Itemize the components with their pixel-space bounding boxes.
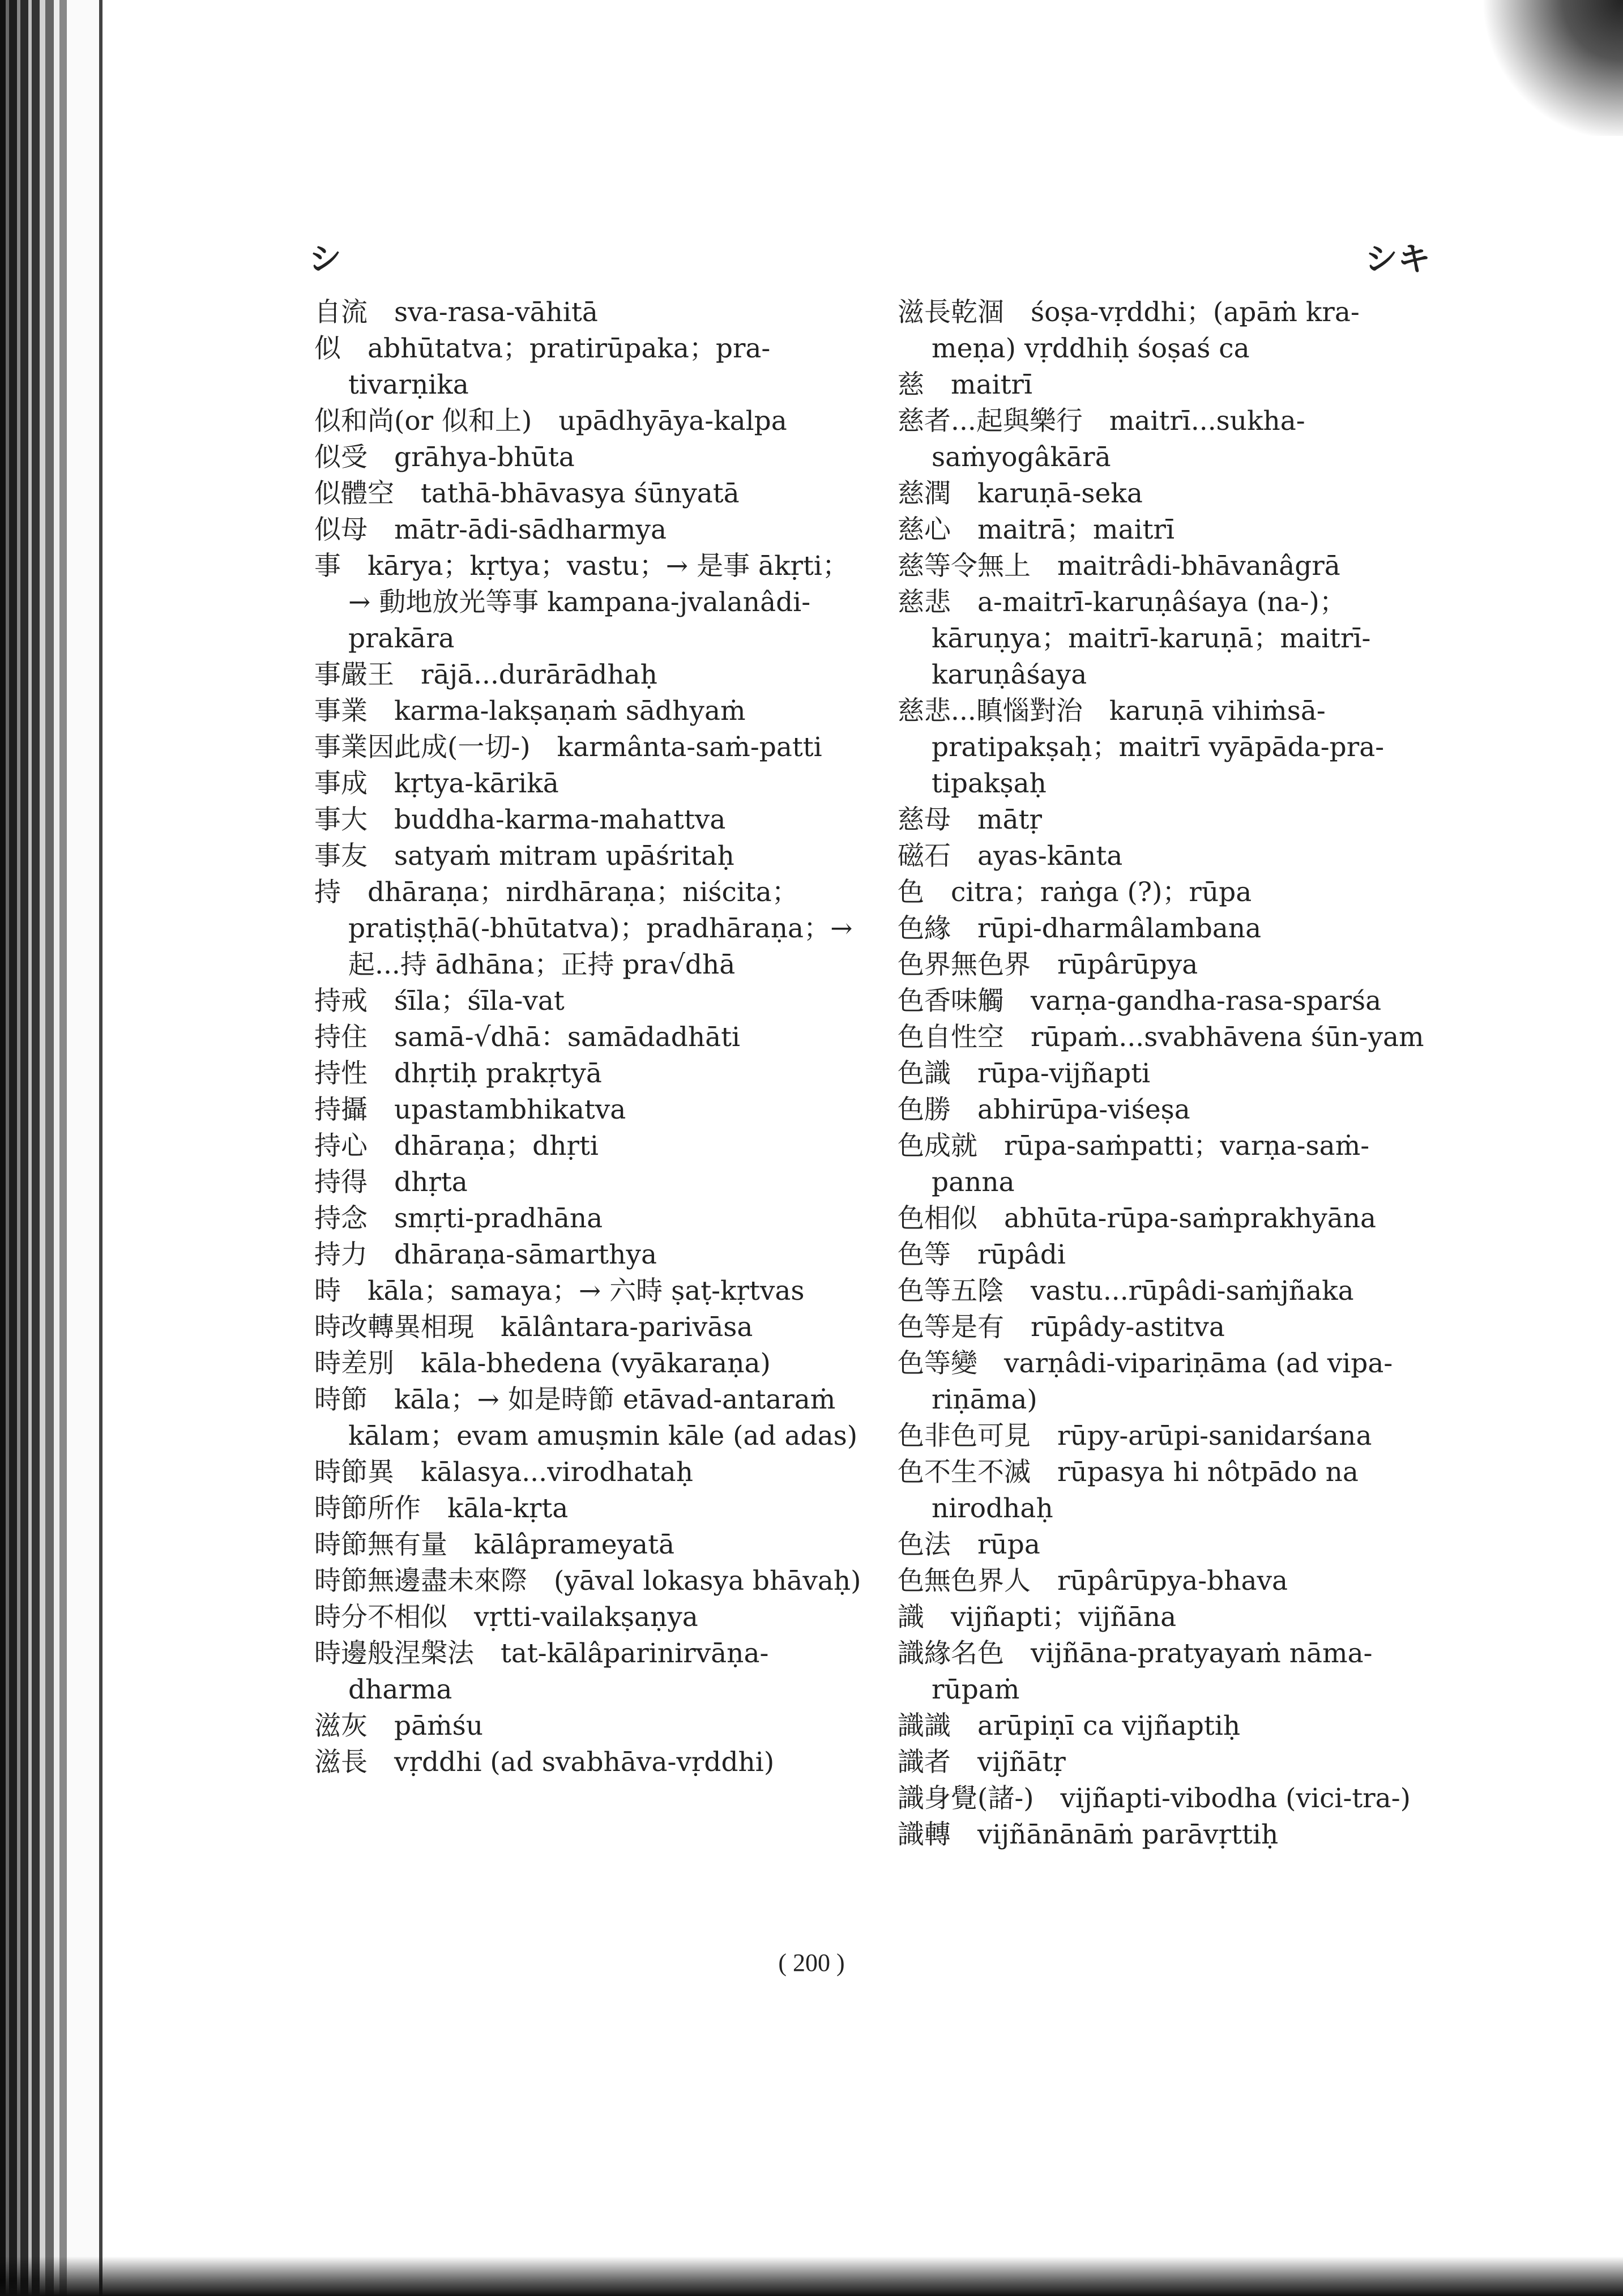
dictionary-entry: 色界無色界 rūpârūpya xyxy=(898,949,1198,980)
dictionary-entry: 持念 smṛti-pradhāna xyxy=(314,1203,603,1234)
running-head-right: シキ xyxy=(1364,240,1430,278)
dictionary-entry: 持力 dhāraṇa-sāmarthya xyxy=(314,1239,657,1270)
dictionary-entry: 慈悲...瞋惱對治 karuṇā vihiṁsā-pratipakṣaḥ；maitrī vyāpāda-pra-tipakṣaḥ xyxy=(898,695,1385,799)
dictionary-entry: 時差別 kāla-bhedena (vyākaraṇa) xyxy=(314,1348,771,1379)
dictionary-entry: 色成就 rūpa-saṁpatti；varṇa-saṁ-panna xyxy=(898,1130,1370,1198)
dictionary-entry: 色等是有 rūpâdy-astitva xyxy=(898,1312,1225,1343)
dictionary-entry: 磁石 ayas-kānta xyxy=(898,840,1123,872)
dictionary-entry: 似體空 tathā-bhāvasya śūnyatā xyxy=(314,478,740,509)
dictionary-entry: 事嚴王 rājā...durārādhaḥ xyxy=(314,659,657,690)
dictionary-entry: 持得 dhṛta xyxy=(314,1167,468,1198)
dictionary-entry: 色 citra；raṅga (?)；rūpa xyxy=(898,877,1252,908)
scan-corner-shadow xyxy=(1476,0,1623,136)
dictionary-entry: 持 dhāraṇa；nirdhāraṇa；niścita；pratiṣṭhā(-bhūtatva)；pradhāraṇa；→ 起...持 ādhāna；正持 pra√dhā xyxy=(314,877,861,980)
dictionary-entry: 自流 sva-rasa-vāhitā xyxy=(314,297,598,328)
dictionary-entry: 色等變 varṇâdi-vipariṇāma (ad vipa-riṇāma) xyxy=(898,1348,1393,1415)
dictionary-entry: 似母 mātr-ādi-sādharmya xyxy=(314,514,667,545)
dictionary-entry: 事大 buddha-karma-mahattva xyxy=(314,804,726,835)
dictionary-entry: 似和尚(or 似和上) upādhyāya-kalpa xyxy=(314,406,787,437)
dictionary-entry: 時節異 kālasya...virodhataḥ xyxy=(314,1457,693,1488)
dictionary-entry: 滋長乾涸 śoṣa-vṛddhi；(apāṁ kra-meṇa) vṛddhiḥ śoṣaś ca xyxy=(898,297,1360,364)
dictionary-entry: 時節所作 kāla-kṛta xyxy=(314,1493,569,1524)
dictionary-entry: 時改轉異相現 kālântara-parivāsa xyxy=(314,1312,753,1343)
dictionary-entry: 色無色界人 rūpârūpya-bhava xyxy=(898,1565,1288,1597)
dictionary-entry: 持戒 śīla；śīla-vat xyxy=(314,985,565,1017)
dictionary-entry: 事友 satyaṁ mitram upāśritaḥ xyxy=(314,840,734,872)
dictionary-entry: 時節 kāla；→ 如是時節 etāvad-antaraṁ kālam；evam amuṣmin kāle (ad adas) xyxy=(314,1384,858,1452)
dictionary-entry: 色香味觸 varṇa-gandha-rasa-sparśa xyxy=(898,985,1382,1017)
dictionary-entry: 慈 maitrī xyxy=(898,369,1033,400)
dictionary-entry: 色緣 rūpi-dharmâlambana xyxy=(898,913,1262,944)
dictionary-entry: 事 kārya；kṛtya；vastu；→ 是事 ākṛti；→ 動地放光等事 kampana-jvalanâdi-prakāra xyxy=(314,550,849,654)
dictionary-entry: 識緣名色 vijñāna-pratyayaṁ nāma-rūpaṁ xyxy=(898,1638,1373,1705)
dictionary-entry: 色非色可見 rūpy-arūpi-sanidarśana xyxy=(898,1420,1372,1452)
dictionary-entry: 色不生不滅 rūpasya hi nôtpādo na nirodhaḥ xyxy=(898,1457,1367,1524)
dictionary-entry: 事成 kṛtya-kārikā xyxy=(314,768,559,799)
dictionary-entry: 事業 karma-lakṣaṇaṁ sādhyaṁ xyxy=(314,695,746,727)
dictionary-entry: 慈母 mātṛ xyxy=(898,804,1042,835)
dictionary-entry: 慈悲 a-maitrī-karuṇâśaya (na-)；kāruṇya；maitrī-karuṇā；maitrī-karuṇâśaya xyxy=(898,587,1371,690)
dictionary-entry: 時分不相似 vṛtti-vailakṣaṇya xyxy=(314,1602,698,1633)
dictionary-entry: 色相似 abhūta-rūpa-saṁprakhyāna xyxy=(898,1203,1377,1234)
dictionary-entry: 持攝 upastambhikatva xyxy=(314,1094,626,1125)
scan-bottom-shadow xyxy=(0,2256,1623,2296)
dictionary-entry: 時 kāla；samaya；→ 六時 ṣaṭ-kṛtvas xyxy=(314,1275,805,1307)
dictionary-entry: 色自性空 rūpaṁ...svabhāvena śūn-yam xyxy=(898,1022,1424,1053)
running-head-left: シ xyxy=(309,240,342,278)
dictionary-entry: 色識 rūpa-vijñapti xyxy=(898,1058,1151,1089)
dictionary-entry: 似 abhūtatva；pratirūpaka；pra-tivarṇika xyxy=(314,333,771,400)
dictionary-entry: 滋灰 pāṁśu xyxy=(314,1710,484,1742)
dictionary-entry: 識者 vijñātṛ xyxy=(898,1747,1066,1778)
dictionary-entry: 識轉 vijñānānāṁ parāvṛttiḥ xyxy=(898,1819,1279,1850)
dictionary-entry: 持住 samā-√dhā：samādadhāti xyxy=(314,1022,741,1053)
dictionary-entry: 似受 grāhya-bhūta xyxy=(314,442,575,473)
dictionary-entry: 時節無邊盡未來際 (yāval lokasya bhāvaḥ) xyxy=(314,1565,861,1597)
dictionary-entry: 識 vijñapti；vijñāna xyxy=(898,1602,1177,1633)
page-number: ( 200 ) xyxy=(778,1949,845,1977)
dictionary-entry: 慈心 maitrā；maitrī xyxy=(898,514,1175,545)
dictionary-entry: 持性 dhṛtiḥ prakṛtyā xyxy=(314,1058,602,1089)
dictionary-entry: 識身覺(諸-) vijñapti-vibodha (vici-tra-) xyxy=(898,1783,1411,1814)
dictionary-entry: 時節無有量 kālâprameyatā xyxy=(314,1529,674,1560)
dictionary-entry: 慈等令無上 maitrâdi-bhāvanâgrā xyxy=(898,550,1340,582)
dictionary-entry: 持心 dhāraṇa；dhṛti xyxy=(314,1130,599,1162)
left-column xyxy=(314,295,869,1781)
dictionary-entry: 色法 rūpa xyxy=(898,1529,1040,1560)
dictionary-entry: 識識 arūpiṇī ca vijñaptiḥ xyxy=(898,1710,1241,1742)
dictionary-entry: 色勝 abhirūpa-viśeṣa xyxy=(898,1094,1190,1125)
dictionary-entry: 時邊般涅槃法 tat-kālâparinirvāṇa-dharma xyxy=(314,1638,769,1705)
dictionary-entry: 事業因此成(一切-) karmânta-saṁ-patti xyxy=(314,732,822,763)
dictionary-entry: 慈潤 karuṇā-seka xyxy=(898,478,1143,509)
right-column xyxy=(898,295,1441,1853)
dictionary-entry: 慈者...起與樂行 maitrī...sukha-saṁyogâkārā xyxy=(898,406,1305,473)
dictionary-entry: 滋長 vṛddhi (ad svabhāva-vṛddhi) xyxy=(314,1747,775,1778)
dictionary-entry: 色等五陰 vastu...rūpâdi-saṁjñaka xyxy=(898,1275,1354,1307)
dictionary-entry: 色等 rūpâdi xyxy=(898,1239,1066,1270)
